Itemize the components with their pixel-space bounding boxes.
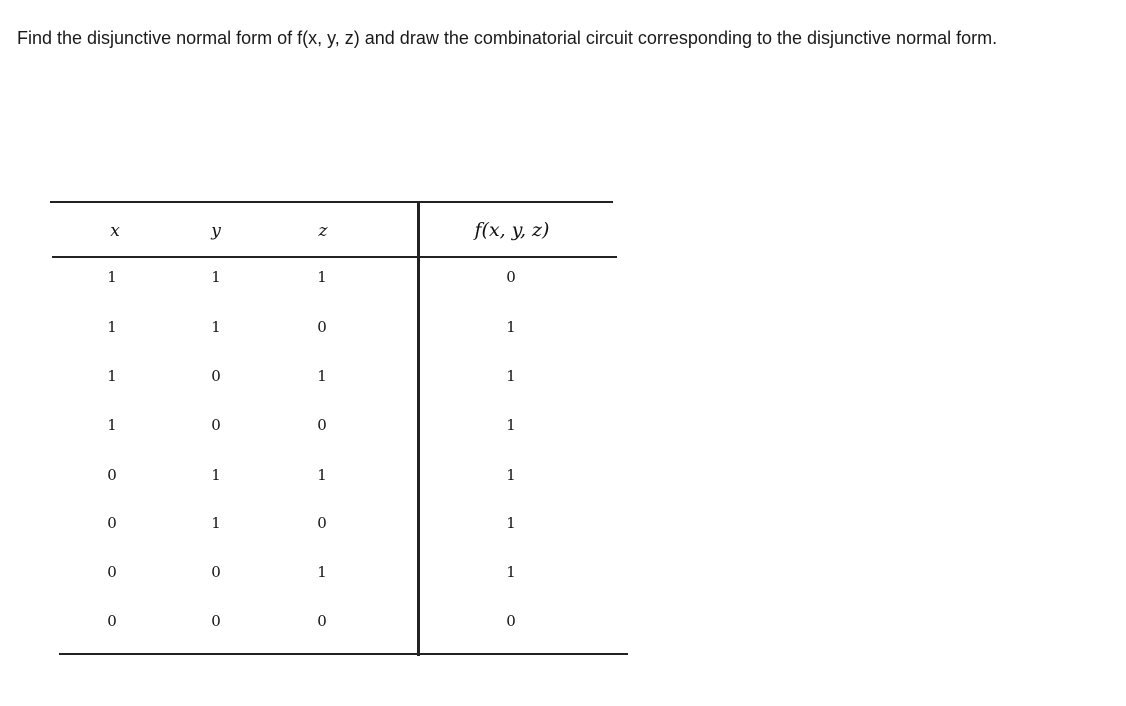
header-y: y — [211, 221, 221, 241]
cell-r4-f: 1 — [506, 466, 516, 484]
cell-r0-f: 0 — [506, 268, 516, 286]
cell-r1-z: 0 — [317, 318, 327, 336]
cell-r0-x: 1 — [107, 268, 117, 286]
header-f: f(x, y, z) — [474, 219, 550, 241]
header-x: x — [110, 221, 120, 241]
cell-r1-f: 1 — [506, 318, 516, 336]
cell-r2-f: 1 — [506, 367, 516, 385]
cell-r7-f: 0 — [506, 612, 516, 630]
cell-r4-x: 0 — [107, 466, 117, 484]
cell-r2-x: 1 — [107, 367, 117, 385]
table-header-rule — [52, 256, 617, 258]
cell-r5-z: 0 — [317, 514, 327, 532]
cell-r7-z: 0 — [317, 612, 327, 630]
table-bottom-rule — [59, 653, 628, 655]
cell-r7-y: 0 — [211, 612, 221, 630]
cell-r6-y: 0 — [211, 563, 221, 581]
cell-r4-z: 1 — [317, 466, 327, 484]
header-z: z — [318, 221, 328, 241]
cell-r0-y: 1 — [211, 268, 221, 286]
cell-r5-x: 0 — [107, 514, 117, 532]
cell-r5-f: 1 — [506, 514, 516, 532]
question-text: Find the disjunctive normal form of f(x, y, z) and draw the combinatorial circuit corresponding to the disjunctive normal form. — [17, 28, 998, 48]
cell-r6-f: 1 — [506, 563, 516, 581]
table-vertical-divider — [417, 201, 420, 656]
cell-r6-x: 0 — [107, 563, 117, 581]
cell-r4-y: 1 — [211, 466, 221, 484]
cell-r1-y: 1 — [211, 318, 221, 336]
cell-r2-y: 0 — [211, 367, 221, 385]
cell-r2-z: 1 — [317, 367, 327, 385]
cell-r0-z: 1 — [317, 268, 327, 286]
cell-r3-x: 1 — [107, 416, 117, 434]
cell-r5-y: 1 — [211, 514, 221, 532]
cell-r3-z: 0 — [317, 416, 327, 434]
cell-r1-x: 1 — [107, 318, 117, 336]
table-top-rule — [50, 201, 613, 203]
cell-r3-f: 1 — [506, 416, 516, 434]
cell-r6-z: 1 — [317, 563, 327, 581]
cell-r3-y: 0 — [211, 416, 221, 434]
cell-r7-x: 0 — [107, 612, 117, 630]
